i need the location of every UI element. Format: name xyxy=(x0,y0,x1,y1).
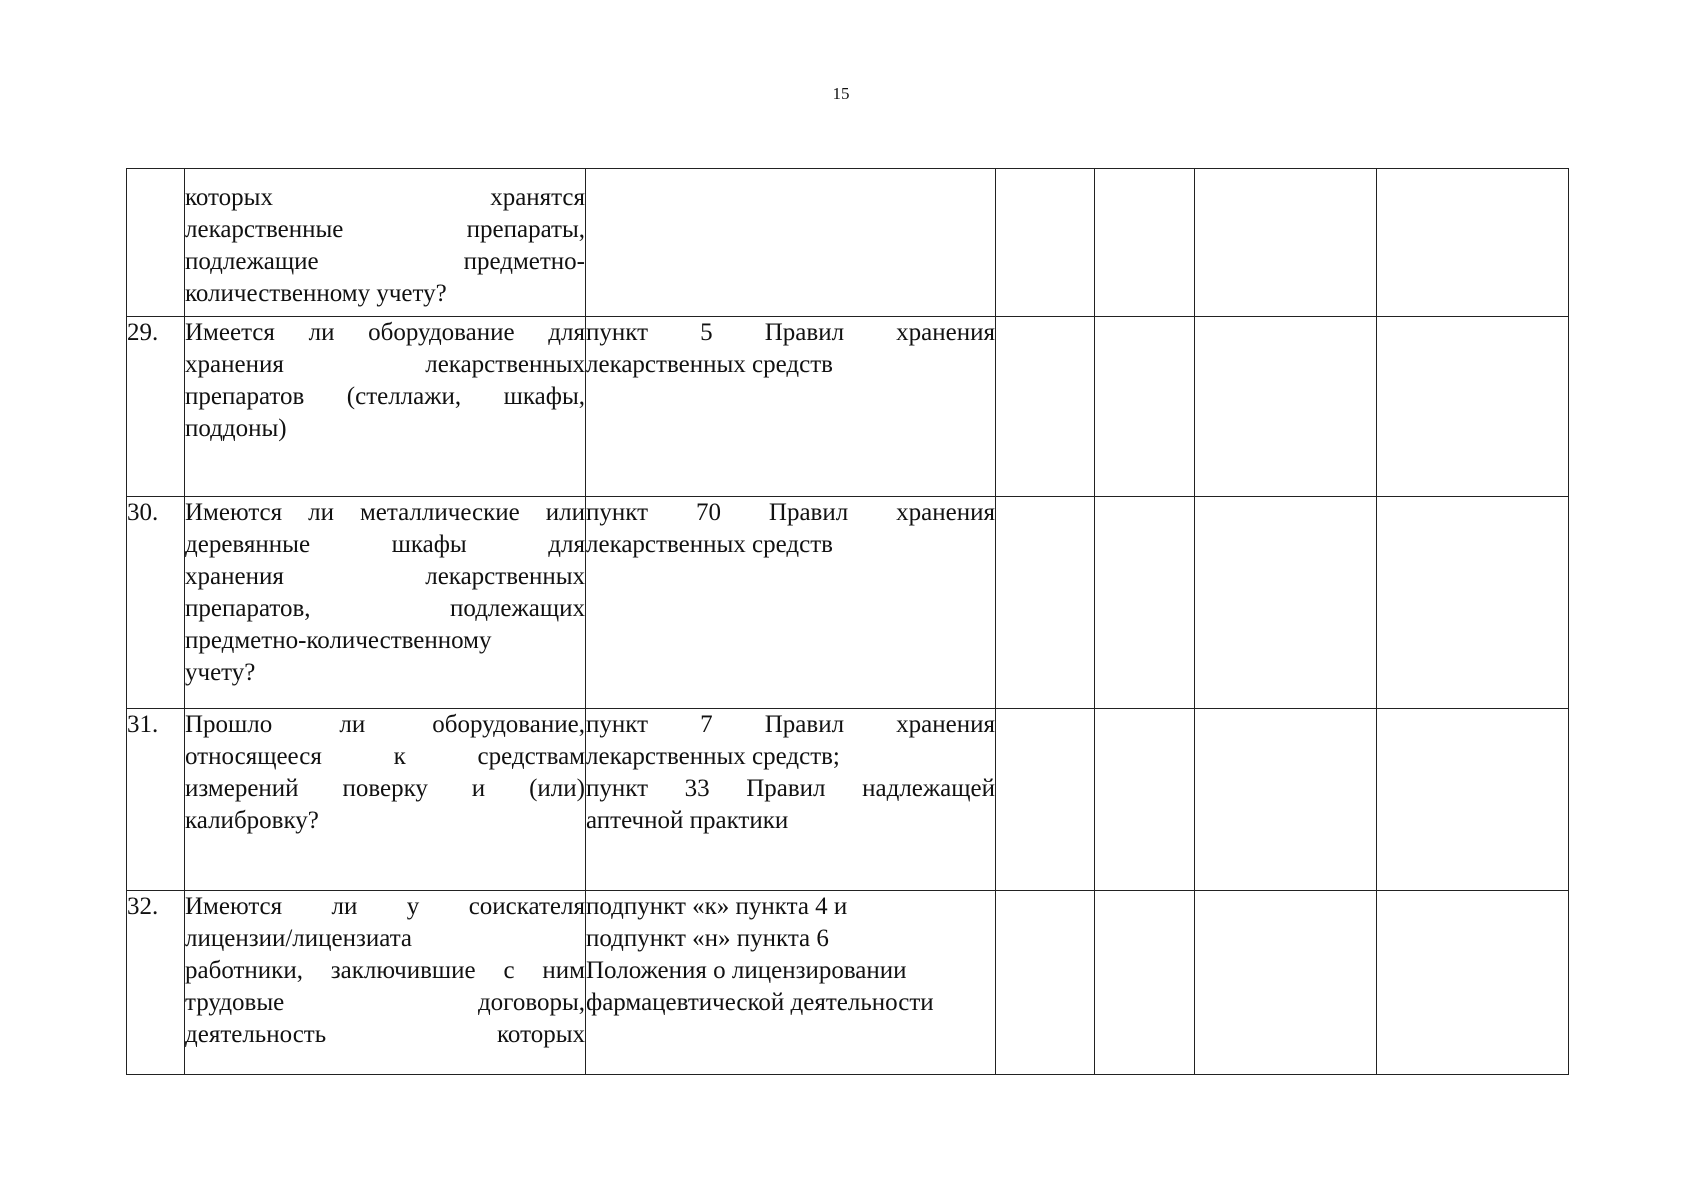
question-line: хранения лекарственных xyxy=(185,351,585,378)
table-row xyxy=(127,709,1569,891)
table-row xyxy=(127,497,1569,709)
row-number: 29. xyxy=(127,317,185,497)
question-cell xyxy=(185,497,586,709)
question-line: калибровку? xyxy=(185,807,319,834)
reference-line: пункт 33 Правил надлежащей xyxy=(586,775,995,802)
row-number xyxy=(127,169,185,317)
question-line: Имеются ли металлические или xyxy=(185,499,585,526)
empty-answer-cell xyxy=(1095,497,1195,709)
reference-line: фармацевтической деятельности xyxy=(586,989,934,1016)
question-cell xyxy=(185,709,586,891)
row-number: 30. xyxy=(127,497,185,709)
empty-answer-cell xyxy=(1377,709,1569,891)
row-number: 32. xyxy=(127,891,185,1075)
question-line: Имеются ли у соискателя xyxy=(185,893,585,920)
empty-answer-cell xyxy=(1195,891,1377,1075)
table-row xyxy=(127,891,1569,1075)
table-row xyxy=(127,317,1569,497)
empty-answer-cell xyxy=(1377,169,1569,317)
empty-answer-cell xyxy=(1095,891,1195,1075)
reference-cell xyxy=(586,709,996,891)
row-number: 31. xyxy=(127,709,185,891)
question-line: деятельность которых xyxy=(185,1021,585,1048)
question-line: предметно-количественному xyxy=(185,627,492,654)
question-line: которых хранятся xyxy=(185,184,585,211)
question-line: подлежащие предметно- xyxy=(185,248,585,275)
reference-line: лекарственных средств; xyxy=(586,743,840,770)
question-line: Прошло ли оборудование, xyxy=(185,711,585,738)
question-line: деревянные шкафы для xyxy=(185,531,585,558)
question-line: работники, заключившие с ним xyxy=(185,957,585,984)
empty-answer-cell xyxy=(996,891,1095,1075)
table-body xyxy=(127,169,1569,1075)
question-cell xyxy=(185,891,586,1075)
reference-cell xyxy=(586,317,996,497)
empty-answer-cell xyxy=(996,169,1095,317)
question-line: хранения лекарственных xyxy=(185,563,585,590)
reference-line: пункт 5 Правил хранения xyxy=(586,319,995,346)
reference-cell xyxy=(586,891,996,1075)
empty-answer-cell xyxy=(1195,497,1377,709)
question-line: лицензии/лицензиата xyxy=(185,925,413,952)
empty-answer-cell xyxy=(1195,317,1377,497)
question-line: трудовые договоры, xyxy=(185,989,585,1016)
reference-line: аптечной практики xyxy=(586,807,789,834)
empty-answer-cell xyxy=(1195,709,1377,891)
page-number: 15 xyxy=(832,84,850,103)
question-line: относящееся к средствам xyxy=(185,743,585,770)
reference-line: подпункт «к» пункта 4 и xyxy=(586,893,848,920)
reference-cell xyxy=(586,169,996,317)
empty-answer-cell xyxy=(1377,317,1569,497)
table-row xyxy=(127,169,1569,317)
question-line: поддоны) xyxy=(185,415,287,442)
reference-line: подпункт «н» пункта 6 xyxy=(586,925,829,952)
reference-line: пункт 70 Правил хранения xyxy=(586,499,995,526)
reference-line: лекарственных средств xyxy=(586,531,833,558)
question-cell xyxy=(185,169,586,317)
checklist-table xyxy=(126,168,1569,1075)
reference-line: лекарственных средств xyxy=(586,351,833,378)
empty-answer-cell xyxy=(1095,709,1195,891)
question-line: измерений поверку и (или) xyxy=(185,775,585,802)
reference-line: Положения о лицензировании xyxy=(586,957,907,984)
empty-answer-cell xyxy=(1095,169,1195,317)
question-line: Имеется ли оборудование для xyxy=(185,319,585,346)
question-line: количественному учету? xyxy=(185,280,447,307)
question-line: лекарственные препараты, xyxy=(185,216,585,243)
question-cell xyxy=(185,317,586,497)
question-line: препаратов, подлежащих xyxy=(185,595,585,622)
reference-line: пункт 7 Правил хранения xyxy=(586,711,995,738)
empty-answer-cell xyxy=(996,317,1095,497)
empty-answer-cell xyxy=(996,497,1095,709)
empty-answer-cell xyxy=(1377,891,1569,1075)
empty-answer-cell xyxy=(1377,497,1569,709)
question-line: препаратов (стеллажи, шкафы, xyxy=(185,383,585,410)
empty-answer-cell xyxy=(1195,169,1377,317)
reference-cell xyxy=(586,497,996,709)
empty-answer-cell xyxy=(1095,317,1195,497)
empty-answer-cell xyxy=(996,709,1095,891)
question-line: учету? xyxy=(185,659,256,686)
